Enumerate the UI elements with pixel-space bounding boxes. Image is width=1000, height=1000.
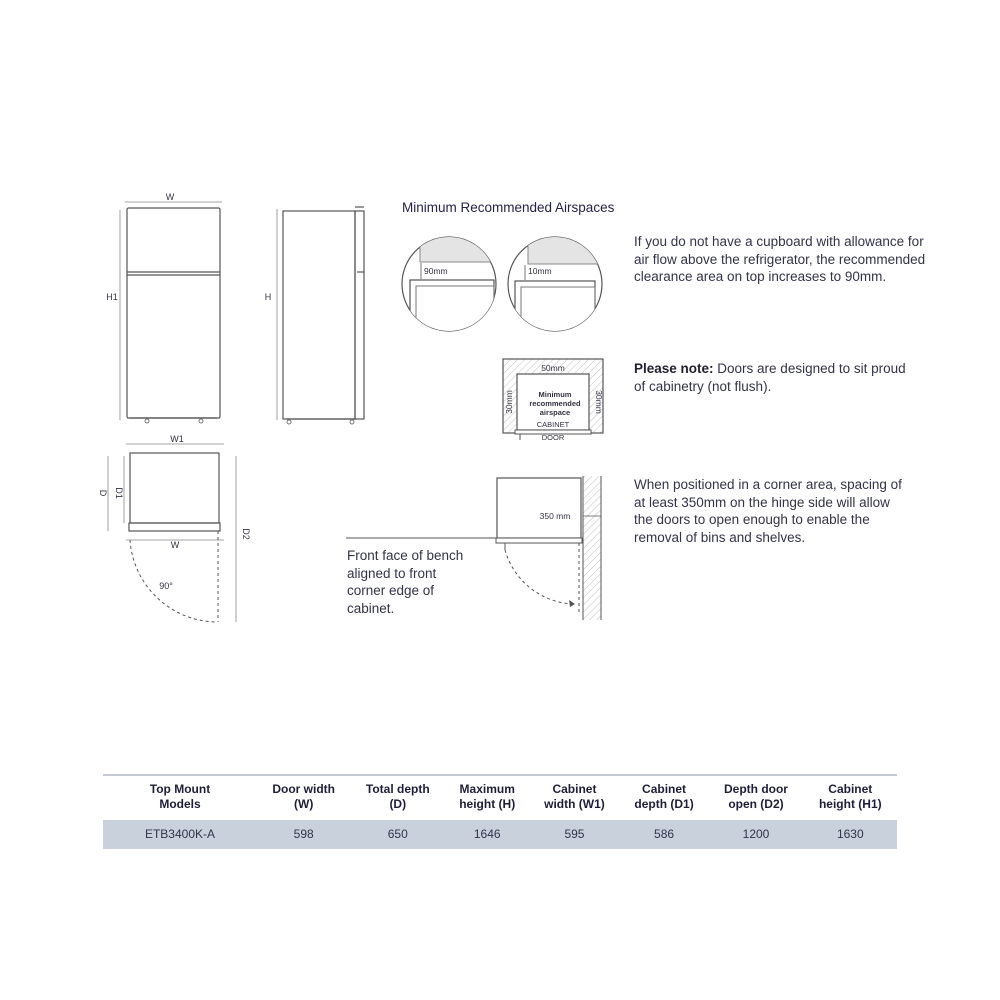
airspace-note-text: If you do not have a cupboard with allowance for air flow above the refrigerator, the recommended clearance area on top increases to 90mm. bbox=[634, 234, 926, 284]
cell-total-depth: 650 bbox=[350, 820, 445, 849]
header-depth-door-open: Depth door open (D2) bbox=[723, 782, 788, 811]
fridge-front-view bbox=[120, 202, 222, 423]
cell-cabinet-width: 595 bbox=[529, 820, 620, 849]
airspaces-heading: Minimum Recommended Airspaces bbox=[402, 200, 615, 215]
corner-note-text: When positioned in a corner area, spacing of at least 350mm on the hinge side will allow the doors to open enough to enable the removal of bins and shelves. bbox=[634, 477, 902, 545]
table-row bbox=[103, 820, 897, 849]
fridge-top-view bbox=[108, 444, 236, 622]
cell-max-height: 1646 bbox=[445, 820, 529, 849]
header-max-height: Maximum height (H) bbox=[459, 782, 516, 811]
corner-gap-label: 350 mm bbox=[539, 511, 571, 521]
label-w-bottom: W bbox=[170, 540, 180, 550]
cabinet-left-gap: 30mm bbox=[504, 390, 514, 414]
airspace-note bbox=[634, 233, 934, 286]
dimensions-table bbox=[103, 774, 897, 849]
header-cabinet-depth: Cabinet depth (D1) bbox=[634, 782, 694, 811]
cell-cabinet-depth: 586 bbox=[620, 820, 709, 849]
label-d: D bbox=[98, 489, 108, 497]
cabinet-top-gap: 50mm bbox=[541, 363, 565, 373]
header-total-depth: Total depth (D) bbox=[365, 782, 430, 811]
header-cabinet-height: Cabinet height (H1) bbox=[818, 782, 882, 811]
header-cabinet-width: Cabinet width (W1) bbox=[544, 782, 605, 811]
cabinet-center-line1: Minimum bbox=[538, 390, 572, 399]
cabinet-right-gap: 30mm bbox=[594, 390, 604, 414]
label-w-top: W bbox=[165, 192, 175, 202]
header-models: Top Mount Models bbox=[149, 782, 211, 811]
cabinet-center-line3: airspace bbox=[539, 408, 571, 417]
bench-note bbox=[347, 547, 477, 617]
cabinet-note bbox=[634, 360, 914, 395]
corner-note bbox=[634, 476, 904, 546]
cabinet-center-line2: recommended bbox=[529, 399, 581, 408]
cell-cabinet-height: 1630 bbox=[804, 820, 897, 849]
label-d2: D2 bbox=[241, 528, 251, 540]
bench-note-text: Front face of bench aligned to front corner edge of cabinet. bbox=[347, 548, 464, 616]
airspace-circle-left bbox=[402, 228, 500, 340]
cabinet-note-text: Doors are designed to sit proud of cabinetry (not flush). bbox=[634, 361, 906, 394]
airspace-circle-right bbox=[508, 228, 608, 341]
header-door-width: Door width (W) bbox=[272, 782, 335, 811]
label-angle: 90° bbox=[159, 581, 173, 591]
table-header-row bbox=[103, 775, 897, 820]
fridge-side-view bbox=[277, 207, 364, 424]
airspace-left-gap: 90mm bbox=[424, 266, 448, 276]
cell-depth-door-open: 1200 bbox=[708, 820, 803, 849]
cabinet-note-bold: Please note: bbox=[634, 361, 714, 376]
cell-door-width: 598 bbox=[257, 820, 350, 849]
label-d1: D1 bbox=[114, 487, 124, 499]
airspace-right-gap: 10mm bbox=[528, 266, 552, 276]
cell-model: ETB3400K-A bbox=[103, 820, 257, 849]
cabinet-label: CABINET bbox=[536, 420, 570, 429]
door-label: DOOR bbox=[541, 433, 565, 442]
label-h1: H1 bbox=[106, 292, 118, 302]
label-h: H bbox=[264, 292, 272, 302]
label-w1: W1 bbox=[170, 434, 184, 444]
